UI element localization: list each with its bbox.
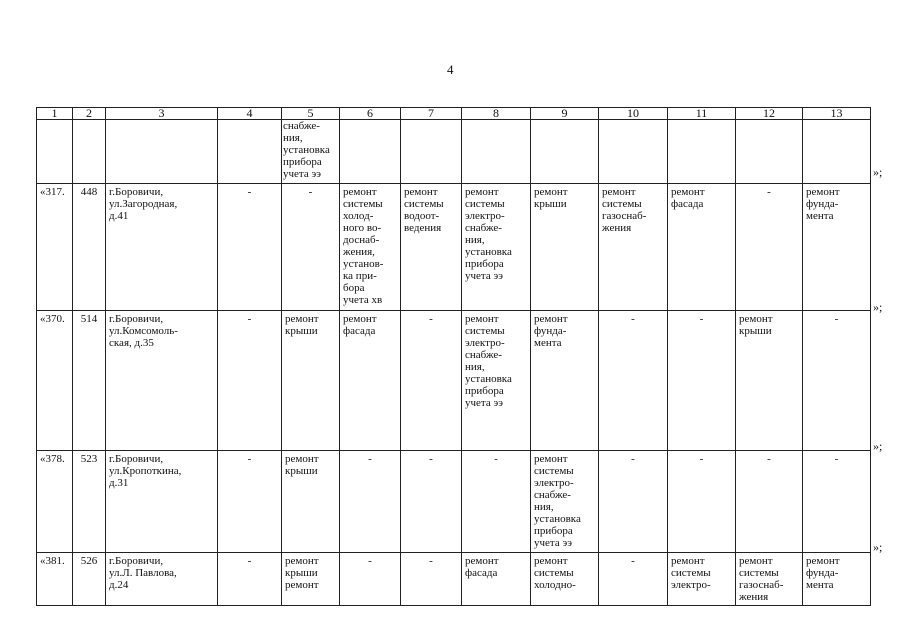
cell: - [803, 451, 871, 553]
col-header: 1 [37, 108, 73, 120]
cell-address-id: 448 [73, 184, 106, 311]
cell: ремонт системы газоснаб- жения [599, 184, 668, 311]
cell-address-id: 523 [73, 451, 106, 553]
cell: - [803, 311, 871, 451]
cell: ремонт крыши [282, 451, 340, 553]
col-header: 5 [282, 108, 340, 120]
row-end-marker: »; [873, 165, 883, 179]
cell: ремонт фунда- мента [531, 311, 599, 451]
cell: снабже- ния, установка прибора учета ээ [282, 120, 340, 184]
row-end-marker: »; [873, 300, 883, 314]
table-row [37, 184, 871, 311]
cell [668, 120, 736, 184]
cell-address-id: 526 [73, 553, 106, 606]
cell: - [218, 553, 282, 606]
cell: ремонт системы холод- ного во- доснаб- жения, установ- ка при- бора учета хв [340, 184, 401, 311]
cell: - [340, 553, 401, 606]
table-row [37, 451, 871, 553]
cell-row-number: «317. [37, 184, 73, 311]
cell: ремонт фасада [668, 184, 736, 311]
cell: - [736, 184, 803, 311]
table-row [37, 120, 871, 184]
cell: ремонт системы холодно- [531, 553, 599, 606]
cell [599, 120, 668, 184]
cell-row-number: «370. [37, 311, 73, 451]
col-header: 8 [462, 108, 531, 120]
cell-address-id: 514 [73, 311, 106, 451]
cell: - [462, 451, 531, 553]
cell [531, 120, 599, 184]
table-row [37, 311, 871, 451]
cell: ремонт фунда- мента [803, 184, 871, 311]
cell [73, 120, 106, 184]
col-header: 3 [106, 108, 218, 120]
col-header: 6 [340, 108, 401, 120]
table-row [37, 553, 871, 606]
cell: ремонт системы электро- снабже- ния, установка прибора учета ээ [531, 451, 599, 553]
col-header: 7 [401, 108, 462, 120]
cell [736, 120, 803, 184]
cell: ремонт фасада [462, 553, 531, 606]
cell: - [218, 451, 282, 553]
cell: ремонт системы электро- снабже- ния, установка прибора учета ээ [462, 311, 531, 451]
cell-row-number: «381. [37, 553, 73, 606]
cell: - [668, 451, 736, 553]
cell: - [599, 553, 668, 606]
cell [106, 120, 218, 184]
cell: ремонт крыши [531, 184, 599, 311]
col-header: 2 [73, 108, 106, 120]
works-table [36, 107, 871, 606]
cell: - [282, 184, 340, 311]
cell: - [668, 311, 736, 451]
cell: ремонт фунда- мента [803, 553, 871, 606]
cell: - [736, 451, 803, 553]
cell-address: г.Боровичи, ул.Л. Павлова, д.24 [106, 553, 218, 606]
cell: - [401, 553, 462, 606]
cell-address: г.Боровичи, ул.Кропоткина, д.31 [106, 451, 218, 553]
col-header: 11 [668, 108, 736, 120]
row-end-marker: »; [873, 439, 883, 453]
cell [218, 120, 282, 184]
cell-address: г.Боровичи, ул.Комсомоль- ская, д.35 [106, 311, 218, 451]
col-header: 10 [599, 108, 668, 120]
col-header: 9 [531, 108, 599, 120]
cell: ремонт системы водоот- ведения [401, 184, 462, 311]
cell: - [599, 451, 668, 553]
cell: ремонт системы электро- [668, 553, 736, 606]
header-row [37, 108, 871, 120]
cell [340, 120, 401, 184]
cell [37, 120, 73, 184]
cell: ремонт крыши [736, 311, 803, 451]
cell: - [218, 184, 282, 311]
cell: - [340, 451, 401, 553]
cell [462, 120, 531, 184]
cell: ремонт системы электро- снабже- ния, установка прибора учета ээ [462, 184, 531, 311]
cell: - [401, 451, 462, 553]
cell-row-number: «378. [37, 451, 73, 553]
cell: - [401, 311, 462, 451]
col-header: 4 [218, 108, 282, 120]
cell: ремонт системы газоснаб- жения [736, 553, 803, 606]
cell: ремонт крыши [282, 311, 340, 451]
row-end-marker: »; [873, 540, 883, 554]
col-header: 12 [736, 108, 803, 120]
cell [401, 120, 462, 184]
col-header: 13 [803, 108, 871, 120]
cell: ремонт фасада [340, 311, 401, 451]
cell [803, 120, 871, 184]
cell: - [218, 311, 282, 451]
cell: - [599, 311, 668, 451]
cell-address: г.Боровичи, ул.Загородная, д.41 [106, 184, 218, 311]
cell: ремонт крыши ремонт [282, 553, 340, 606]
page-number: 4 [447, 62, 454, 77]
